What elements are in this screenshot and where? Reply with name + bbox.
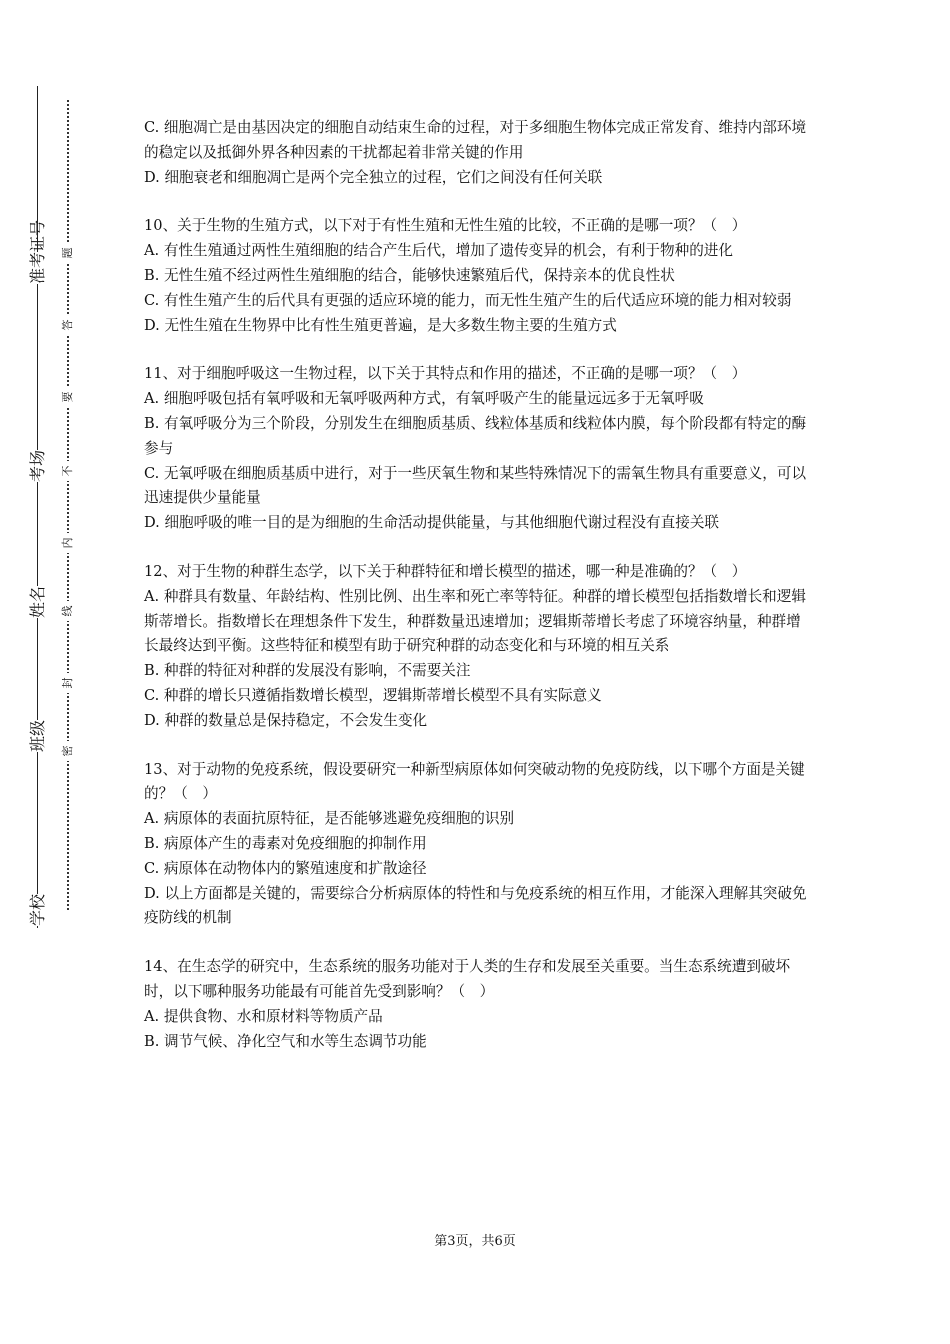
question-stem: 11、对于细胞呼吸这一生物过程，以下关于其特点和作用的描述，不正确的是哪一项？（ ）	[144, 365, 747, 383]
question-10	[144, 214, 809, 338]
label-admission-no: 准考证号	[28, 219, 47, 284]
option-b: B. 无性生殖不经过两性生殖细胞的结合，能够快速繁殖后代，保持亲本的优良性状	[144, 266, 675, 284]
page-number: 第3页，共6页	[434, 1234, 516, 1249]
question-stem: 13、对于动物的免疫系统，假设要研究一种新型病原体如何突破动物的免疫防线，以下哪个方面是关键的？（ ）	[144, 760, 805, 803]
question-9-continued	[144, 116, 809, 190]
option-b: B. 有氧呼吸分为三个阶段，分别发生在细胞质基质、线粒体基质和线粒体内膜，每个阶段都有特定的酶参与	[144, 414, 807, 457]
option-c: C. 细胞凋亡是由基因决定的细胞自动结束生命的过程，对于多细胞生物体完成正常发育、维持内部环境的稳定以及抵御外界各种因素的干扰都起着非常关键的作用	[144, 119, 807, 161]
option-d: D. 以上方面都是关键的，需要综合分析病原体的特性和与免疫系统的相互作用，才能深入理解其突破免疫防线的机制	[144, 884, 807, 927]
option-c: C. 无氧呼吸在细胞质基质中进行，对于一些厌氧生物和某些特殊情况下的需氧生物具有重要意义，可以迅速提供少量能量	[144, 464, 807, 507]
option-d: D. 种群的数量总是保持稳定，不会发生变化	[144, 711, 428, 729]
label-name: 姓名	[28, 585, 47, 618]
question-stem: 12、对于生物的种群生态学，以下关于种群特征和增长模型的描述，哪一种是准确的？（ ）	[144, 562, 747, 580]
label-exam-room: 考场	[28, 449, 47, 482]
question-stem: 14、在生态学的研究中，生态系统的服务功能对于人类的生存和发展至关重要。当生态系统遭到破坏时，以下哪种服务功能最有可能首先受到影响？（ ）	[144, 958, 791, 1000]
question-stem: 10、关于生物的生殖方式，以下对于有性生殖和无性生殖的比较，不正确的是哪一项？（ ）	[144, 217, 747, 235]
option-a: A. 病原体的表面抗原特征，是否能够逃避免疫细胞的识别	[144, 810, 515, 828]
binding-line-solid	[37, 86, 38, 928]
question-14	[144, 955, 809, 1054]
option-c: C. 种群的增长只遵循指数增长模型，逻辑斯蒂增长模型不具有实际意义	[144, 686, 602, 704]
seal-char: 线	[61, 601, 75, 621]
seal-char: 内	[61, 533, 75, 553]
seal-char: 要	[61, 387, 75, 407]
seal-line-dotted	[67, 100, 69, 910]
option-d: D. 无性生殖在生物界中比有性生殖更普遍，是大多数生物主要的生殖方式	[144, 316, 617, 334]
seal-char: 密	[61, 741, 75, 761]
option-b: B. 种群的特征对种群的发展没有影响，不需要关注	[144, 662, 471, 680]
seal-char: 封	[61, 673, 75, 693]
question-11	[144, 362, 809, 536]
option-a: A. 细胞呼吸包括有氧呼吸和无氧呼吸两种方式，有氧呼吸产生的能量远远多于无氧呼吸	[144, 390, 704, 408]
seal-char: 题	[61, 243, 75, 263]
label-class: 班级	[28, 719, 47, 752]
question-12	[144, 560, 809, 734]
option-a: A. 种群具有数量、年龄结构、性别比例、出生率和死亡率等特征。种群的增长模型包括指数增长和逻辑斯蒂增长。指数增长在理想条件下发生，种群数量迅速增加；逻辑斯蒂增长考虑了环境容纳量，种群增长最终达到平衡。这些特征和模型有助于研究种群的动态变化和与环境的相互关系	[144, 587, 806, 655]
option-b: B. 病原体产生的毒素对免疫细胞的抑制作用	[144, 834, 427, 852]
option-c: C. 有性生殖产生的后代具有更强的适应环境的能力，而无性生殖产生的后代适应环境的能力相对较弱	[144, 291, 792, 309]
option-d: D. 细胞呼吸的唯一目的是为细胞的生命活动提供能量，与其他细胞代谢过程没有直接关联	[144, 514, 720, 532]
option-b: B. 调节气候、净化空气和水等生态调节功能	[144, 1032, 427, 1050]
exam-content	[144, 116, 809, 1054]
seal-char: 答	[61, 315, 75, 335]
option-a: A. 提供食物、水和原材料等物质产品	[144, 1007, 383, 1025]
label-school: 学校	[28, 893, 47, 926]
seal-char: 不	[61, 461, 75, 481]
option-c: C. 病原体在动物体内的繁殖速度和扩散途径	[144, 859, 427, 877]
option-d: D. 细胞衰老和细胞凋亡是两个完全独立的过程，它们之间没有任何关联	[144, 168, 603, 186]
option-a: A. 有性生殖通过两性生殖细胞的结合产生后代，增加了遗传变异的机会，有利于物种的进化	[144, 242, 733, 260]
question-13	[144, 758, 809, 932]
